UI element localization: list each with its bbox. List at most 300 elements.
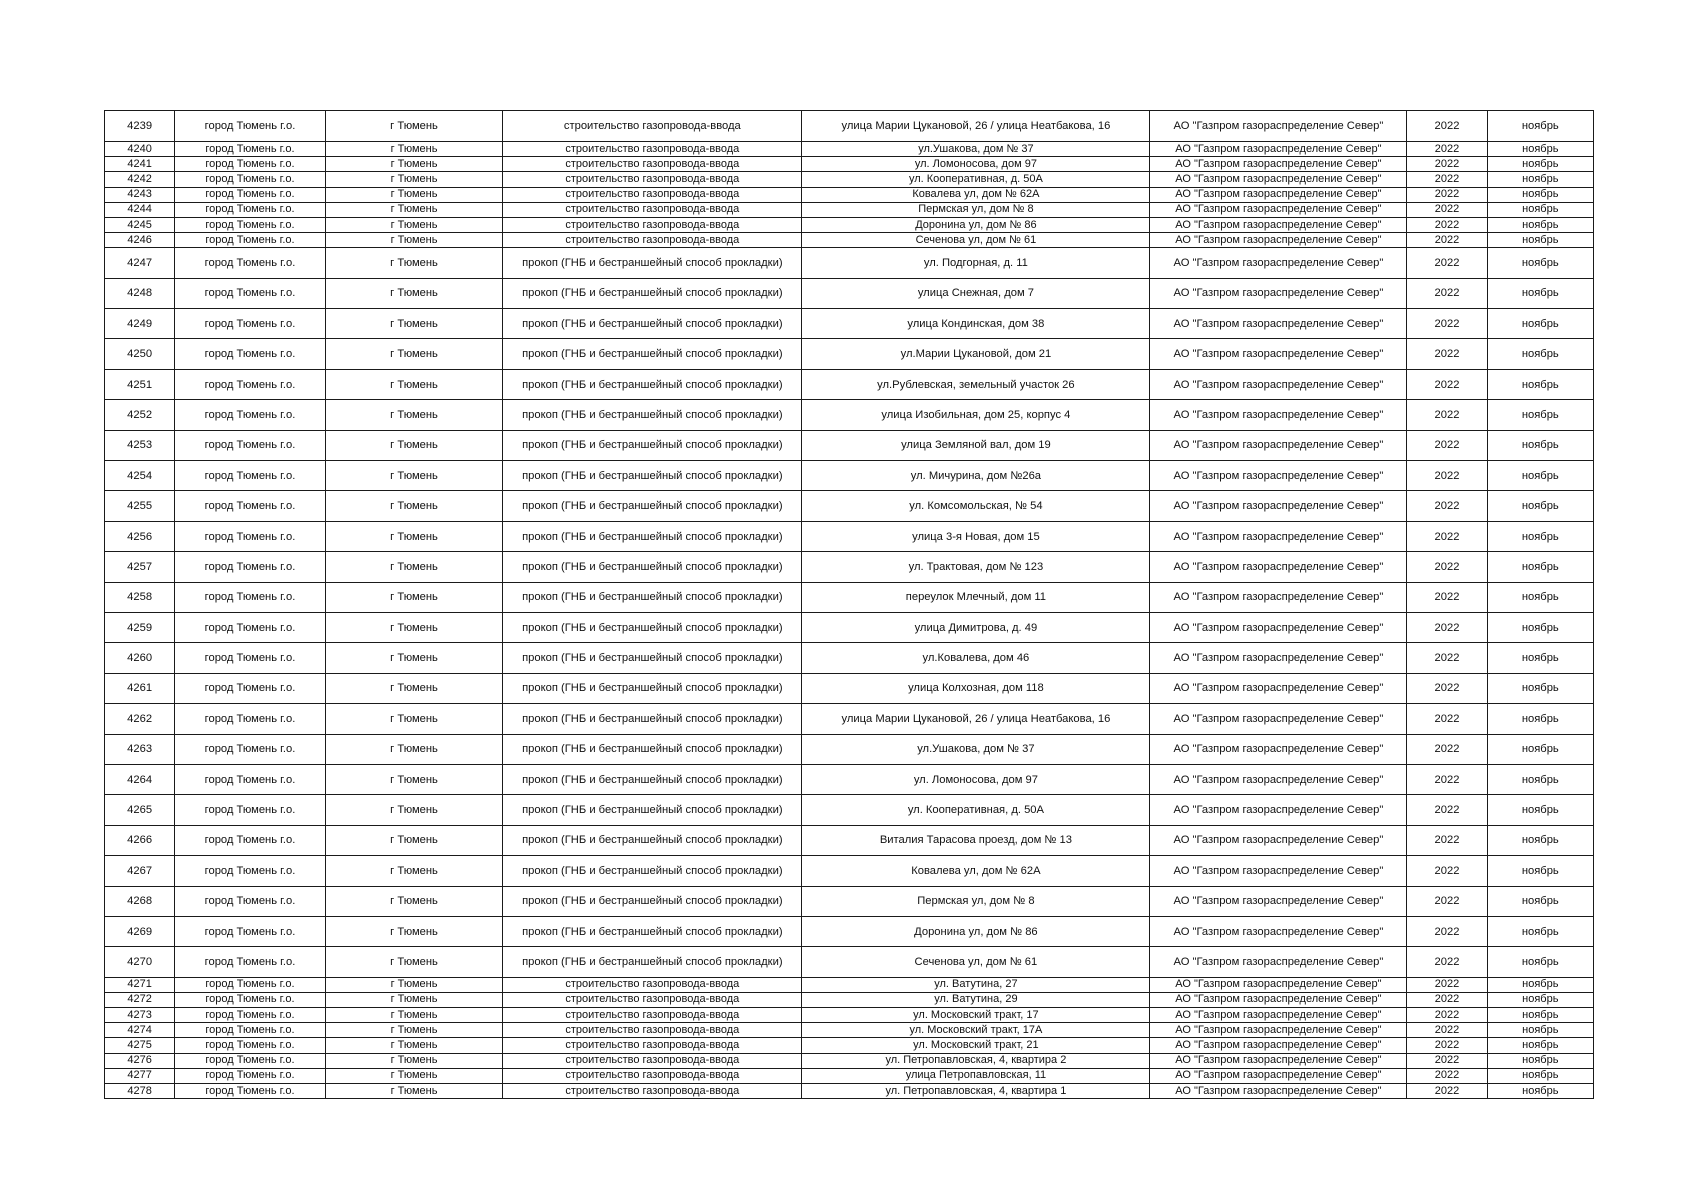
table-row	[105, 1053, 1594, 1068]
settlement-cell: г Тюмень	[325, 461, 503, 491]
address-cell: Виталия Тарасова проезд, дом № 13	[802, 825, 1150, 855]
municipality-cell: город Тюмень г.о.	[175, 1084, 326, 1099]
address-cell: улица Колхозная, дом 118	[802, 673, 1150, 703]
year-cell: 2022	[1407, 491, 1487, 521]
year-cell: 2022	[1407, 1053, 1487, 1068]
organization-cell: АО "Газпром газораспределение Север"	[1150, 643, 1407, 673]
row-number-cell: 4269	[105, 916, 175, 946]
table-row	[105, 142, 1594, 157]
year-cell: 2022	[1407, 521, 1487, 551]
settlement-cell: г Тюмень	[325, 111, 503, 142]
work-type-cell: строительство газопровода-ввода	[503, 977, 802, 992]
year-cell: 2022	[1407, 400, 1487, 430]
year-cell: 2022	[1407, 825, 1487, 855]
municipality-cell: город Тюмень г.о.	[175, 172, 326, 187]
address-cell: Ковалева ул, дом № 62А	[802, 856, 1150, 886]
settlement-cell: г Тюмень	[325, 673, 503, 703]
year-cell: 2022	[1407, 369, 1487, 399]
row-number-cell: 4263	[105, 734, 175, 764]
municipality-cell: город Тюмень г.о.	[175, 1008, 326, 1023]
settlement-cell: г Тюмень	[325, 339, 503, 369]
work-type-cell: строительство газопровода-ввода	[503, 157, 802, 172]
month-cell: ноябрь	[1487, 369, 1593, 399]
municipality-cell: город Тюмень г.о.	[175, 233, 326, 248]
address-cell: Сеченова ул, дом № 61	[802, 233, 1150, 248]
table-row	[105, 491, 1594, 521]
address-cell: улица Кондинская, дом 38	[802, 309, 1150, 339]
row-number-cell: 4260	[105, 643, 175, 673]
organization-cell: АО "Газпром газораспределение Север"	[1150, 825, 1407, 855]
municipality-cell: город Тюмень г.о.	[175, 157, 326, 172]
row-number-cell: 4272	[105, 992, 175, 1007]
month-cell: ноябрь	[1487, 825, 1593, 855]
settlement-cell: г Тюмень	[325, 1008, 503, 1023]
organization-cell: АО "Газпром газораспределение Север"	[1150, 992, 1407, 1007]
work-type-cell: прокоп (ГНБ и бестраншейный способ прокладки)	[503, 552, 802, 582]
row-number-cell: 4252	[105, 400, 175, 430]
year-cell: 2022	[1407, 886, 1487, 916]
table-row	[105, 977, 1594, 992]
organization-cell: АО "Газпром газораспределение Север"	[1150, 400, 1407, 430]
month-cell: ноябрь	[1487, 1068, 1593, 1083]
address-cell: ул. Петропавловская, 4, квартира 2	[802, 1053, 1150, 1068]
municipality-cell: город Тюмень г.о.	[175, 916, 326, 946]
municipality-cell: город Тюмень г.о.	[175, 521, 326, 551]
organization-cell: АО "Газпром газораспределение Север"	[1150, 764, 1407, 794]
settlement-cell: г Тюмень	[325, 369, 503, 399]
year-cell: 2022	[1407, 764, 1487, 794]
month-cell: ноябрь	[1487, 947, 1593, 977]
organization-cell: АО "Газпром газораспределение Север"	[1150, 461, 1407, 491]
address-cell: ул. Комсомольская, № 54	[802, 491, 1150, 521]
work-type-cell: строительство газопровода-ввода	[503, 992, 802, 1007]
table-row	[105, 673, 1594, 703]
organization-cell: АО "Газпром газораспределение Север"	[1150, 111, 1407, 142]
month-cell: ноябрь	[1487, 142, 1593, 157]
year-cell: 2022	[1407, 1023, 1487, 1038]
settlement-cell: г Тюмень	[325, 704, 503, 734]
month-cell: ноябрь	[1487, 187, 1593, 202]
settlement-cell: г Тюмень	[325, 187, 503, 202]
month-cell: ноябрь	[1487, 856, 1593, 886]
table-row	[105, 369, 1594, 399]
work-type-cell: строительство газопровода-ввода	[503, 187, 802, 202]
table-row	[105, 202, 1594, 217]
month-cell: ноябрь	[1487, 582, 1593, 612]
work-type-cell: прокоп (ГНБ и бестраншейный способ прокладки)	[503, 643, 802, 673]
table-row	[105, 339, 1594, 369]
address-cell: улица Марии Цукановой, 26 / улица Неатбакова, 16	[802, 704, 1150, 734]
organization-cell: АО "Газпром газораспределение Север"	[1150, 339, 1407, 369]
month-cell: ноябрь	[1487, 172, 1593, 187]
row-number-cell: 4270	[105, 947, 175, 977]
municipality-cell: город Тюмень г.о.	[175, 339, 326, 369]
work-type-cell: строительство газопровода-ввода	[503, 172, 802, 187]
year-cell: 2022	[1407, 856, 1487, 886]
year-cell: 2022	[1407, 172, 1487, 187]
work-type-cell: прокоп (ГНБ и бестраншейный способ прокладки)	[503, 369, 802, 399]
municipality-cell: город Тюмень г.о.	[175, 1038, 326, 1053]
year-cell: 2022	[1407, 461, 1487, 491]
table-row	[105, 1084, 1594, 1099]
year-cell: 2022	[1407, 916, 1487, 946]
table-row	[105, 430, 1594, 460]
address-cell: ул. Кооперативная, д. 50А	[802, 172, 1150, 187]
table-row	[105, 916, 1594, 946]
settlement-cell: г Тюмень	[325, 886, 503, 916]
address-cell: ул. Ломоносова, дом 97	[802, 764, 1150, 794]
organization-cell: АО "Газпром газораспределение Север"	[1150, 673, 1407, 703]
row-number-cell: 4247	[105, 248, 175, 278]
row-number-cell: 4273	[105, 1008, 175, 1023]
month-cell: ноябрь	[1487, 977, 1593, 992]
address-cell: ул. Ватутина, 29	[802, 992, 1150, 1007]
year-cell: 2022	[1407, 142, 1487, 157]
organization-cell: АО "Газпром газораспределение Север"	[1150, 217, 1407, 232]
settlement-cell: г Тюмень	[325, 1084, 503, 1099]
organization-cell: АО "Газпром газораспределение Север"	[1150, 1068, 1407, 1083]
month-cell: ноябрь	[1487, 1008, 1593, 1023]
work-type-cell: строительство газопровода-ввода	[503, 142, 802, 157]
settlement-cell: г Тюмень	[325, 734, 503, 764]
organization-cell: АО "Газпром газораспределение Север"	[1150, 172, 1407, 187]
month-cell: ноябрь	[1487, 111, 1593, 142]
table-row	[105, 521, 1594, 551]
work-type-cell: прокоп (ГНБ и бестраншейный способ прокладки)	[503, 916, 802, 946]
organization-cell: АО "Газпром газораспределение Север"	[1150, 886, 1407, 916]
row-number-cell: 4266	[105, 825, 175, 855]
organization-cell: АО "Газпром газораспределение Север"	[1150, 521, 1407, 551]
settlement-cell: г Тюмень	[325, 278, 503, 308]
organization-cell: АО "Газпром газораспределение Север"	[1150, 552, 1407, 582]
address-cell: ул. Московский тракт, 17А	[802, 1023, 1150, 1038]
settlement-cell: г Тюмень	[325, 142, 503, 157]
row-number-cell: 4250	[105, 339, 175, 369]
address-cell: ул. Московский тракт, 21	[802, 1038, 1150, 1053]
table-row	[105, 643, 1594, 673]
row-number-cell: 4241	[105, 157, 175, 172]
row-number-cell: 4274	[105, 1023, 175, 1038]
table-row	[105, 856, 1594, 886]
table-row	[105, 1023, 1594, 1038]
address-cell: ул.Ушакова, дом № 37	[802, 142, 1150, 157]
year-cell: 2022	[1407, 202, 1487, 217]
row-number-cell: 4278	[105, 1084, 175, 1099]
table-row	[105, 233, 1594, 248]
settlement-cell: г Тюмень	[325, 795, 503, 825]
month-cell: ноябрь	[1487, 734, 1593, 764]
work-type-cell: строительство газопровода-ввода	[503, 1068, 802, 1083]
address-cell: Доронина ул, дом № 86	[802, 217, 1150, 232]
month-cell: ноябрь	[1487, 1023, 1593, 1038]
municipality-cell: город Тюмень г.о.	[175, 187, 326, 202]
municipality-cell: город Тюмень г.о.	[175, 613, 326, 643]
address-cell: ул. Московский тракт, 17	[802, 1008, 1150, 1023]
row-number-cell: 4254	[105, 461, 175, 491]
municipality-cell: город Тюмень г.о.	[175, 1068, 326, 1083]
organization-cell: АО "Газпром газораспределение Север"	[1150, 142, 1407, 157]
municipality-cell: город Тюмень г.о.	[175, 142, 326, 157]
address-cell: ул.Рублевская, земельный участок 26	[802, 369, 1150, 399]
settlement-cell: г Тюмень	[325, 856, 503, 886]
organization-cell: АО "Газпром газораспределение Север"	[1150, 1008, 1407, 1023]
year-cell: 2022	[1407, 1038, 1487, 1053]
work-type-cell: строительство газопровода-ввода	[503, 1023, 802, 1038]
year-cell: 2022	[1407, 1084, 1487, 1099]
work-type-cell: прокоп (ГНБ и бестраншейный способ прокладки)	[503, 430, 802, 460]
address-cell: улица Снежная, дом 7	[802, 278, 1150, 308]
month-cell: ноябрь	[1487, 248, 1593, 278]
work-type-cell: прокоп (ГНБ и бестраншейный способ прокладки)	[503, 673, 802, 703]
year-cell: 2022	[1407, 977, 1487, 992]
month-cell: ноябрь	[1487, 461, 1593, 491]
year-cell: 2022	[1407, 992, 1487, 1007]
municipality-cell: город Тюмень г.о.	[175, 734, 326, 764]
work-type-cell: прокоп (ГНБ и бестраншейный способ прокладки)	[503, 491, 802, 521]
settlement-cell: г Тюмень	[325, 521, 503, 551]
settlement-cell: г Тюмень	[325, 233, 503, 248]
work-type-cell: строительство газопровода-ввода	[503, 1008, 802, 1023]
table-row	[105, 248, 1594, 278]
address-cell: ул. Ватутина, 27	[802, 977, 1150, 992]
municipality-cell: город Тюмень г.о.	[175, 992, 326, 1007]
settlement-cell: г Тюмень	[325, 1038, 503, 1053]
year-cell: 2022	[1407, 309, 1487, 339]
table-row	[105, 111, 1594, 142]
municipality-cell: город Тюмень г.о.	[175, 369, 326, 399]
municipality-cell: город Тюмень г.о.	[175, 582, 326, 612]
row-number-cell: 4251	[105, 369, 175, 399]
settlement-cell: г Тюмень	[325, 248, 503, 278]
municipality-cell: город Тюмень г.о.	[175, 400, 326, 430]
settlement-cell: г Тюмень	[325, 1053, 503, 1068]
work-type-cell: строительство газопровода-ввода	[503, 233, 802, 248]
year-cell: 2022	[1407, 111, 1487, 142]
table-row	[105, 886, 1594, 916]
municipality-cell: город Тюмень г.о.	[175, 217, 326, 232]
row-number-cell: 4277	[105, 1068, 175, 1083]
year-cell: 2022	[1407, 795, 1487, 825]
address-cell: ул. Подгорная, д. 11	[802, 248, 1150, 278]
municipality-cell: город Тюмень г.о.	[175, 461, 326, 491]
row-number-cell: 4276	[105, 1053, 175, 1068]
table-row	[105, 992, 1594, 1007]
organization-cell: АО "Газпром газораспределение Север"	[1150, 202, 1407, 217]
settlement-cell: г Тюмень	[325, 764, 503, 794]
row-number-cell: 4257	[105, 552, 175, 582]
organization-cell: АО "Газпром газораспределение Север"	[1150, 613, 1407, 643]
organization-cell: АО "Газпром газораспределение Север"	[1150, 947, 1407, 977]
municipality-cell: город Тюмень г.о.	[175, 886, 326, 916]
settlement-cell: г Тюмень	[325, 202, 503, 217]
table-row	[105, 172, 1594, 187]
organization-cell: АО "Газпром газораспределение Север"	[1150, 187, 1407, 202]
month-cell: ноябрь	[1487, 309, 1593, 339]
municipality-cell: город Тюмень г.о.	[175, 764, 326, 794]
settlement-cell: г Тюмень	[325, 309, 503, 339]
row-number-cell: 4243	[105, 187, 175, 202]
table-row	[105, 309, 1594, 339]
municipality-cell: город Тюмень г.о.	[175, 947, 326, 977]
settlement-cell: г Тюмень	[325, 552, 503, 582]
table-row	[105, 217, 1594, 232]
address-cell: ул. Петропавловская, 4, квартира 1	[802, 1084, 1150, 1099]
year-cell: 2022	[1407, 1068, 1487, 1083]
settlement-cell: г Тюмень	[325, 992, 503, 1007]
work-type-cell: прокоп (ГНБ и бестраншейный способ прокладки)	[503, 764, 802, 794]
address-cell: улица 3-я Новая, дом 15	[802, 521, 1150, 551]
year-cell: 2022	[1407, 734, 1487, 764]
month-cell: ноябрь	[1487, 400, 1593, 430]
settlement-cell: г Тюмень	[325, 172, 503, 187]
row-number-cell: 4242	[105, 172, 175, 187]
organization-cell: АО "Газпром газораспределение Север"	[1150, 309, 1407, 339]
year-cell: 2022	[1407, 673, 1487, 703]
organization-cell: АО "Газпром газораспределение Север"	[1150, 157, 1407, 172]
municipality-cell: город Тюмень г.о.	[175, 248, 326, 278]
row-number-cell: 4248	[105, 278, 175, 308]
table-row	[105, 764, 1594, 794]
address-cell: переулок Млечный, дом 11	[802, 582, 1150, 612]
month-cell: ноябрь	[1487, 795, 1593, 825]
month-cell: ноябрь	[1487, 1084, 1593, 1099]
year-cell: 2022	[1407, 704, 1487, 734]
table-row	[105, 613, 1594, 643]
month-cell: ноябрь	[1487, 217, 1593, 232]
month-cell: ноябрь	[1487, 278, 1593, 308]
row-number-cell: 4268	[105, 886, 175, 916]
work-type-cell: строительство газопровода-ввода	[503, 1038, 802, 1053]
table-row	[105, 1008, 1594, 1023]
organization-cell: АО "Газпром газораспределение Север"	[1150, 278, 1407, 308]
municipality-cell: город Тюмень г.о.	[175, 704, 326, 734]
organization-cell: АО "Газпром газораспределение Север"	[1150, 248, 1407, 278]
address-cell: Ковалева ул, дом № 62А	[802, 187, 1150, 202]
year-cell: 2022	[1407, 613, 1487, 643]
organization-cell: АО "Газпром газораспределение Север"	[1150, 1053, 1407, 1068]
settlement-cell: г Тюмень	[325, 977, 503, 992]
year-cell: 2022	[1407, 157, 1487, 172]
address-cell: Доронина ул, дом № 86	[802, 916, 1150, 946]
month-cell: ноябрь	[1487, 916, 1593, 946]
year-cell: 2022	[1407, 339, 1487, 369]
work-type-cell: строительство газопровода-ввода	[503, 111, 802, 142]
work-type-cell: прокоп (ГНБ и бестраншейный способ прокладки)	[503, 825, 802, 855]
table-row	[105, 400, 1594, 430]
address-cell: улица Петропавловская, 11	[802, 1068, 1150, 1083]
row-number-cell: 4265	[105, 795, 175, 825]
row-number-cell: 4255	[105, 491, 175, 521]
year-cell: 2022	[1407, 1008, 1487, 1023]
year-cell: 2022	[1407, 217, 1487, 232]
table-row	[105, 552, 1594, 582]
settlement-cell: г Тюмень	[325, 947, 503, 977]
organization-cell: АО "Газпром газораспределение Север"	[1150, 1038, 1407, 1053]
year-cell: 2022	[1407, 643, 1487, 673]
year-cell: 2022	[1407, 233, 1487, 248]
month-cell: ноябрь	[1487, 552, 1593, 582]
row-number-cell: 4253	[105, 430, 175, 460]
organization-cell: АО "Газпром газораспределение Север"	[1150, 734, 1407, 764]
work-type-cell: строительство газопровода-ввода	[503, 217, 802, 232]
month-cell: ноябрь	[1487, 157, 1593, 172]
address-cell: ул. Кооперативная, д. 50А	[802, 795, 1150, 825]
row-number-cell: 4244	[105, 202, 175, 217]
municipality-cell: город Тюмень г.о.	[175, 111, 326, 142]
year-cell: 2022	[1407, 582, 1487, 612]
work-type-cell: прокоп (ГНБ и бестраншейный способ прокладки)	[503, 521, 802, 551]
month-cell: ноябрь	[1487, 521, 1593, 551]
row-number-cell: 4267	[105, 856, 175, 886]
address-cell: ул.Марии Цукановой, дом 21	[802, 339, 1150, 369]
work-type-cell: прокоп (ГНБ и бестраншейный способ прокладки)	[503, 582, 802, 612]
row-number-cell: 4259	[105, 613, 175, 643]
year-cell: 2022	[1407, 187, 1487, 202]
address-cell: улица Земляной вал, дом 19	[802, 430, 1150, 460]
address-cell: улица Изобильная, дом 25, корпус 4	[802, 400, 1150, 430]
month-cell: ноябрь	[1487, 430, 1593, 460]
work-type-cell: прокоп (ГНБ и бестраншейный способ прокладки)	[503, 278, 802, 308]
work-type-cell: прокоп (ГНБ и бестраншейный способ прокладки)	[503, 309, 802, 339]
settlement-cell: г Тюмень	[325, 582, 503, 612]
month-cell: ноябрь	[1487, 613, 1593, 643]
row-number-cell: 4246	[105, 233, 175, 248]
table-row	[105, 1068, 1594, 1083]
month-cell: ноябрь	[1487, 1038, 1593, 1053]
work-type-cell: прокоп (ГНБ и бестраншейный способ прокладки)	[503, 400, 802, 430]
organization-cell: АО "Газпром газораспределение Север"	[1150, 1084, 1407, 1099]
municipality-cell: город Тюмень г.о.	[175, 1053, 326, 1068]
table-row	[105, 704, 1594, 734]
table-row	[105, 795, 1594, 825]
table-row	[105, 187, 1594, 202]
work-type-cell: прокоп (ГНБ и бестраншейный способ прокладки)	[503, 248, 802, 278]
table-row	[105, 157, 1594, 172]
month-cell: ноябрь	[1487, 673, 1593, 703]
organization-cell: АО "Газпром газораспределение Север"	[1150, 916, 1407, 946]
year-cell: 2022	[1407, 248, 1487, 278]
work-type-cell: прокоп (ГНБ и бестраншейный способ прокладки)	[503, 613, 802, 643]
row-number-cell: 4239	[105, 111, 175, 142]
row-number-cell: 4264	[105, 764, 175, 794]
row-number-cell: 4258	[105, 582, 175, 612]
month-cell: ноябрь	[1487, 233, 1593, 248]
row-number-cell: 4275	[105, 1038, 175, 1053]
settlement-cell: г Тюмень	[325, 400, 503, 430]
work-type-cell: прокоп (ГНБ и бестраншейный способ прокладки)	[503, 886, 802, 916]
municipality-cell: город Тюмень г.о.	[175, 977, 326, 992]
table-row	[105, 947, 1594, 977]
work-type-cell: строительство газопровода-ввода	[503, 1084, 802, 1099]
organization-cell: АО "Газпром газораспределение Север"	[1150, 582, 1407, 612]
municipality-cell: город Тюмень г.о.	[175, 278, 326, 308]
row-number-cell: 4271	[105, 977, 175, 992]
settlement-cell: г Тюмень	[325, 491, 503, 521]
works-table	[104, 110, 1594, 1099]
work-type-cell: прокоп (ГНБ и бестраншейный способ прокладки)	[503, 795, 802, 825]
settlement-cell: г Тюмень	[325, 643, 503, 673]
work-type-cell: прокоп (ГНБ и бестраншейный способ прокладки)	[503, 461, 802, 491]
organization-cell: АО "Газпром газораспределение Север"	[1150, 369, 1407, 399]
municipality-cell: город Тюмень г.о.	[175, 202, 326, 217]
year-cell: 2022	[1407, 947, 1487, 977]
organization-cell: АО "Газпром газораспределение Север"	[1150, 856, 1407, 886]
organization-cell: АО "Газпром газораспределение Север"	[1150, 430, 1407, 460]
settlement-cell: г Тюмень	[325, 430, 503, 460]
address-cell: ул.Ушакова, дом № 37	[802, 734, 1150, 764]
work-type-cell: прокоп (ГНБ и бестраншейный способ прокладки)	[503, 856, 802, 886]
organization-cell: АО "Газпром газораспределение Север"	[1150, 1023, 1407, 1038]
